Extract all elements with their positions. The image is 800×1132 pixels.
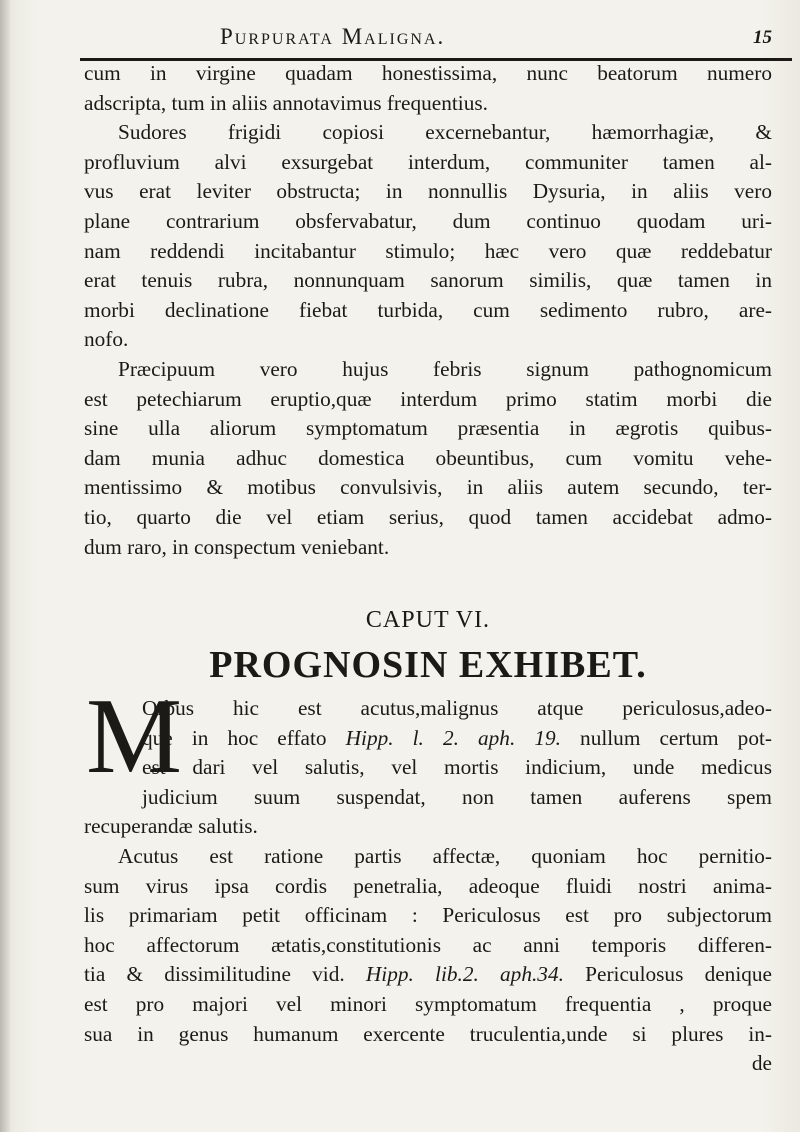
citation: Hipp. l. 2. aph. 19. — [345, 725, 561, 750]
text-line: cum in virgine quadam honestissima, nunc beatorum numero — [84, 61, 772, 85]
text-fragment: tia & dissimilitudine vid. — [84, 962, 366, 987]
text-line: Acutus est ratione partis affectæ, quoniam hoc pernitio- — [118, 843, 772, 868]
text-line: est petechiarum eruptio,quæ interdum primo statim morbi die — [84, 386, 772, 411]
chapter-title: PROGNOSIN EXHIBET. — [209, 644, 647, 686]
chapter-number: CAPUT VI. — [365, 607, 491, 633]
text-line: judicium suum suspendat, non tamen auferens spem — [142, 784, 772, 809]
page-header — [60, 18, 772, 58]
text-line: Orbus hic est acutus,malignus atque periculosus,adeo- — [142, 696, 772, 720]
catchword: de — [751, 1051, 772, 1076]
text-line: est pro majori vel minori symptomatum frequentia , proque — [84, 991, 772, 1016]
text-line: lis primariam petit officinam : Periculosus est pro subjectorum — [84, 903, 772, 928]
drop-cap: M — [86, 677, 183, 796]
text-line: nam reddendi incitabantur stimulo; hæc vero quæ reddebatur — [84, 238, 772, 263]
text-line: tio, quarto die vel etiam serius, quod tamen accidebat admo- — [84, 504, 772, 529]
text-line: profluvium alvi exsurgebat interdum, communiter tamen al- — [84, 149, 772, 174]
page-number: 15 — [753, 27, 772, 48]
text-line: mentissimo & motibus convulsivis, in aliis autem secundo, ter- — [84, 475, 772, 500]
text-line: sum virus ipsa cordis penetralia, adeoque fluidi nostri anima- — [84, 873, 772, 898]
text-line: est dari vel salutis, vel mortis indicium, unde medicus — [142, 755, 772, 780]
text-fragment: Periculosus denique — [563, 962, 772, 987]
text-line: adscripta, tum in aliis annotavimus frequentius. — [84, 90, 488, 115]
text-line: plane contrarium obsfervabatur, dum continuo quodam uri- — [84, 208, 772, 233]
text-block-top — [84, 59, 772, 562]
text-line: nofo. — [84, 327, 129, 352]
text-line: morbi declinatione fiebat turbida, cum sedimento rubro, are- — [84, 297, 772, 322]
page-gutter-shadow — [0, 0, 10, 1132]
running-title: Purpurata Maligna. — [220, 24, 446, 49]
citation: Hipp. lib.2. aph.34. — [365, 962, 564, 987]
text-line: hoc affectorum ætatis,constitutionis ac anni temporis differen- — [84, 932, 772, 957]
text-line — [84, 724, 772, 754]
text-line: dam munia adhuc domestica obeuntibus, cum vomitu vehe- — [84, 445, 772, 470]
text-line: Sudores frigidi copiosi excernebantur, hæmorrhagiæ, & — [118, 120, 772, 145]
text-line: sine ulla aliorum symptomatum præsentia in ægrotis quibus- — [84, 416, 772, 441]
text-line: erat tenuis rubra, nonnunquam sanorum similis, quæ tamen in — [84, 268, 772, 293]
text-fragment: que in hoc effato — [142, 725, 346, 750]
text-line: recuperandæ salutis. — [84, 814, 258, 839]
text-line: Præcipuum vero hujus febris signum pathognomicum — [118, 356, 772, 381]
text-line: dum raro, in conspectum veniebant. — [84, 534, 390, 559]
text-block-bottom — [84, 694, 772, 1079]
text-line — [84, 960, 772, 990]
text-line: vus erat leviter obstructa; in nonnullis Dysuria, in aliis vero — [84, 179, 772, 204]
text-line: sua in genus humanum exercente truculentia,unde si plures in- — [84, 1021, 772, 1046]
text-fragment: nullum certum pot- — [560, 725, 772, 750]
